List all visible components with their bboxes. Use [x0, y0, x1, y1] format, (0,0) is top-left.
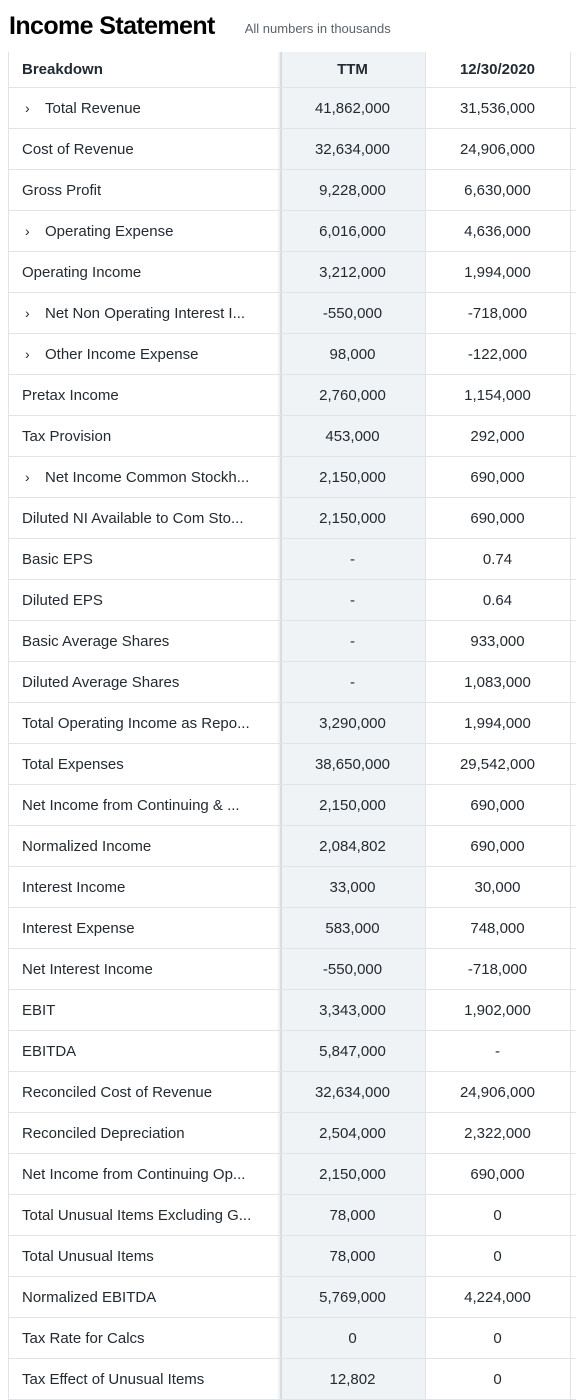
ttm-value: -550,000: [322, 304, 383, 322]
row-label-text: Normalized Income: [22, 837, 152, 855]
ttm-value: -: [350, 591, 355, 609]
table-row: [9, 1154, 576, 1195]
row-label-text: Other Income Expense: [45, 345, 199, 363]
ttm-value: 0: [348, 1329, 357, 1347]
period-value: 0.64: [482, 591, 513, 609]
period-value: 6,630,000: [464, 181, 531, 199]
ttm-value: 2,150,000: [319, 796, 386, 814]
period-value: 748,000: [470, 919, 525, 937]
table-row: [9, 1031, 576, 1072]
table-row: [9, 744, 576, 785]
financials-table: [9, 52, 576, 1400]
ttm-value: -: [350, 632, 355, 650]
table-row: [9, 621, 576, 662]
chevron-right-icon[interactable]: ›: [25, 469, 30, 485]
ttm-value: 12,802: [329, 1370, 376, 1388]
row-label: [9, 100, 271, 117]
table-row: [9, 252, 576, 293]
row-label: [9, 551, 268, 568]
chevron-right-icon[interactable]: ›: [25, 305, 30, 321]
row-label: [9, 264, 268, 281]
ttm-value: 6,016,000: [319, 222, 386, 240]
ttm-value: 453,000: [325, 427, 380, 445]
table-row[interactable]: [9, 88, 576, 129]
period-value: 292,000: [470, 427, 525, 445]
row-label: [9, 879, 268, 896]
units-note: All numbers in thousands: [244, 20, 391, 36]
row-label: [9, 1207, 268, 1224]
ttm-value: 38,650,000: [314, 755, 391, 773]
row-label-text: Gross Profit: [22, 181, 102, 199]
table-row: [9, 539, 576, 580]
row-label-text: Net Income from Continuing Op...: [22, 1165, 246, 1183]
row-label: [9, 1043, 268, 1060]
ttm-value: 32,634,000: [314, 140, 391, 158]
ttm-value: -: [350, 673, 355, 691]
period-value: 4,636,000: [464, 222, 531, 240]
row-label: [9, 1125, 268, 1142]
row-label: [9, 920, 268, 937]
row-label-text: Diluted EPS: [22, 591, 103, 609]
period-value: 0: [493, 1329, 502, 1347]
table-row: [9, 662, 576, 703]
row-label: [9, 797, 268, 814]
page-title: Income Statement: [9, 11, 215, 40]
period-value: 690,000: [470, 837, 525, 855]
period-value: 690,000: [470, 1165, 525, 1183]
table-row[interactable]: [9, 457, 576, 498]
row-label-text: Pretax Income: [22, 386, 119, 404]
table-row: [9, 785, 576, 826]
row-label-text: Operating Expense: [45, 222, 174, 240]
period-value: 30,000: [474, 878, 521, 896]
ttm-value: 3,343,000: [319, 1001, 386, 1019]
row-label-text: Total Operating Income as Repo...: [22, 714, 250, 732]
row-label-text: Basic Average Shares: [22, 632, 170, 650]
period-value: 0: [493, 1370, 502, 1388]
table-row: [9, 826, 576, 867]
chevron-right-icon[interactable]: ›: [25, 346, 30, 362]
row-label-text: Diluted Average Shares: [22, 673, 180, 691]
period-value: 24,906,000: [459, 140, 536, 158]
table-row: [9, 1195, 576, 1236]
row-label: [9, 510, 268, 527]
row-label: [9, 305, 271, 322]
table-row: [9, 170, 576, 211]
row-label-text: Tax Effect of Unusual Items: [22, 1370, 205, 1388]
period-value: 690,000: [470, 509, 525, 527]
table-row: [9, 1113, 576, 1154]
row-label-text: Tax Rate for Calcs: [22, 1329, 145, 1347]
table-row: [9, 1318, 576, 1359]
row-label: [9, 1371, 268, 1388]
row-label-text: Total Expenses: [22, 755, 124, 773]
section-header: [0, 0, 576, 52]
ttm-value: 78,000: [329, 1247, 376, 1265]
period-value: 1,154,000: [464, 386, 531, 404]
breakdown-header: Breakdown: [22, 61, 103, 78]
period-value: 0: [493, 1247, 502, 1265]
row-label: [9, 756, 268, 773]
row-label-text: Net Interest Income: [22, 960, 153, 978]
period-value: 933,000: [470, 632, 525, 650]
table-row: [9, 375, 576, 416]
period-value: 1,083,000: [464, 673, 531, 691]
table-row: [9, 580, 576, 621]
row-label: [9, 1084, 268, 1101]
table-row: [9, 867, 576, 908]
period-value: 1,994,000: [464, 714, 531, 732]
table-body: [9, 52, 576, 1400]
row-label: [9, 1248, 268, 1265]
row-label: [9, 1289, 268, 1306]
row-label: [9, 1330, 268, 1347]
row-label: [9, 715, 268, 732]
row-label-text: Net Non Operating Interest I...: [45, 304, 246, 322]
table-row[interactable]: [9, 211, 576, 252]
ttm-value: 9,228,000: [319, 181, 386, 199]
row-label-text: Total Unusual Items Excluding G...: [22, 1206, 252, 1224]
period-value: 2,322,000: [464, 1124, 531, 1142]
ttm-value: -: [350, 550, 355, 568]
ttm-value: 98,000: [329, 345, 376, 363]
row-label: [9, 387, 268, 404]
ttm-value: 78,000: [329, 1206, 376, 1224]
table-row[interactable]: [9, 293, 576, 334]
row-label: [9, 674, 268, 691]
row-label-text: Reconciled Depreciation: [22, 1124, 185, 1142]
period-value: 690,000: [470, 796, 525, 814]
ttm-header[interactable]: TTM: [337, 61, 368, 78]
row-label-text: Interest Income: [22, 878, 126, 896]
row-label: [9, 428, 268, 445]
ttm-value: 2,150,000: [319, 509, 386, 527]
table-row: [9, 1236, 576, 1277]
table-row: [9, 416, 576, 457]
ttm-value: -550,000: [322, 960, 383, 978]
row-label: [9, 1166, 268, 1183]
row-label-text: EBITDA: [22, 1042, 77, 1060]
ttm-value: 32,634,000: [314, 1083, 391, 1101]
chevron-right-icon[interactable]: ›: [25, 223, 30, 239]
row-label-text: Basic EPS: [22, 550, 93, 568]
table-row: [9, 129, 576, 170]
period-value: 0.74: [482, 550, 513, 568]
row-label: [9, 633, 268, 650]
row-label: [9, 223, 271, 240]
period-value: 24,906,000: [459, 1083, 536, 1101]
period-value: 29,542,000: [459, 755, 536, 773]
period-value: 31,536,000: [459, 99, 536, 117]
row-label-text: Reconciled Cost of Revenue: [22, 1083, 213, 1101]
table-row: [9, 703, 576, 744]
table-row: [9, 498, 576, 539]
table-row: [9, 990, 576, 1031]
chevron-right-icon[interactable]: ›: [25, 100, 30, 116]
ttm-value: 2,504,000: [319, 1124, 386, 1142]
period-value: -: [495, 1042, 500, 1060]
row-label: [9, 182, 268, 199]
row-label-text: Normalized EBITDA: [22, 1288, 157, 1306]
ttm-value: 583,000: [325, 919, 380, 937]
ttm-value: 2,084,802: [319, 837, 386, 855]
table-row: [9, 949, 576, 990]
period-value: 1,994,000: [464, 263, 531, 281]
table-header-row: [9, 52, 576, 88]
table-row: [9, 1072, 576, 1113]
row-label-text: EBIT: [22, 1001, 56, 1019]
row-label-text: Diluted NI Available to Com Sto...: [22, 509, 244, 527]
table-row: [9, 908, 576, 949]
ttm-value: 2,150,000: [319, 468, 386, 486]
ttm-value: 3,290,000: [319, 714, 386, 732]
row-label-text: Total Revenue: [45, 99, 141, 117]
ttm-value: 41,862,000: [314, 99, 391, 117]
period-value: 0: [493, 1206, 502, 1224]
row-label: [9, 346, 271, 363]
period-value: 1,902,000: [464, 1001, 531, 1019]
period-header[interactable]: 12/30/2020: [459, 61, 536, 78]
period-value: 4,224,000: [464, 1288, 531, 1306]
row-label-text: Net Income Common Stockh...: [45, 468, 250, 486]
table-row: [9, 1277, 576, 1318]
ttm-value: 5,847,000: [319, 1042, 386, 1060]
ttm-value: 2,150,000: [319, 1165, 386, 1183]
period-value: -122,000: [467, 345, 528, 363]
period-value: 690,000: [470, 468, 525, 486]
row-label: [9, 592, 268, 609]
row-label: [9, 961, 268, 978]
table-row: [9, 1359, 576, 1400]
row-label: [9, 838, 268, 855]
row-label: [9, 141, 268, 158]
ttm-value: 2,760,000: [319, 386, 386, 404]
period-value: -718,000: [467, 304, 528, 322]
ttm-value: 33,000: [329, 878, 376, 896]
row-label: [9, 1002, 268, 1019]
row-label-text: Interest Expense: [22, 919, 135, 937]
ttm-value: 3,212,000: [319, 263, 386, 281]
row-label-text: Cost of Revenue: [22, 140, 134, 158]
ttm-value: 5,769,000: [319, 1288, 386, 1306]
row-label: [9, 469, 271, 486]
row-label-text: Total Unusual Items: [22, 1247, 154, 1265]
row-label-text: Tax Provision: [22, 427, 112, 445]
period-value: -718,000: [467, 960, 528, 978]
table-row[interactable]: [9, 334, 576, 375]
row-label-text: Operating Income: [22, 263, 142, 281]
row-label-text: Net Income from Continuing & ...: [22, 796, 240, 814]
